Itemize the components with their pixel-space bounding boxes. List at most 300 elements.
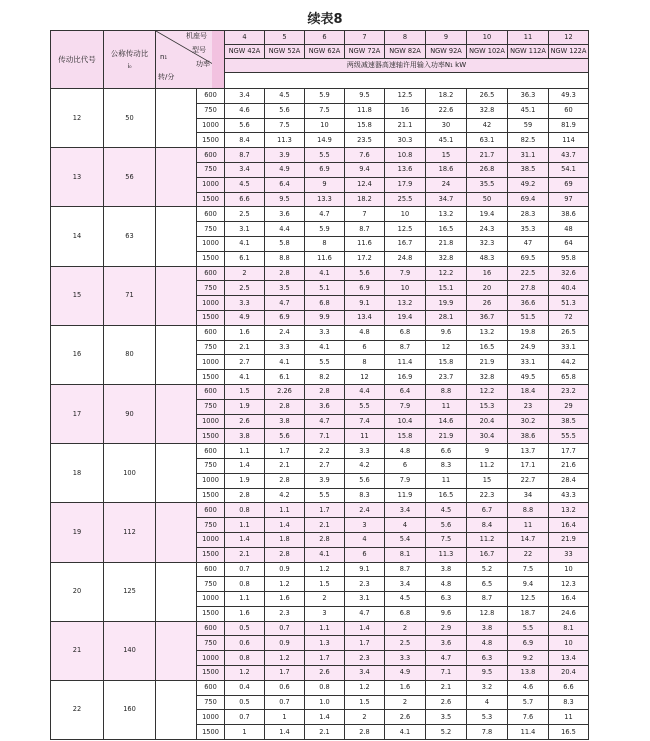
power-value-cell: 16.4 — [549, 592, 589, 607]
power-value-cell: 8.3 — [345, 488, 385, 503]
power-value-cell: 16.4 — [549, 518, 589, 533]
power-value-cell: 2.8 — [265, 266, 305, 281]
power-value-cell: 9.4 — [508, 577, 549, 592]
power-value-cell: 9.1 — [345, 296, 385, 311]
power-value-cell: 11 — [345, 429, 385, 444]
power-value-cell: 8.8 — [265, 251, 305, 266]
power-value-cell: 6 — [385, 458, 426, 473]
power-value-cell: 14.6 — [426, 414, 467, 429]
power-value-cell: 0.6 — [265, 680, 305, 695]
power-value-cell: 8.7 — [467, 592, 508, 607]
power-value-cell: 9.6 — [426, 325, 467, 340]
ratio-cell: 50 — [104, 89, 156, 148]
power-value-cell: 30.4 — [467, 429, 508, 444]
power-value-cell: 11.6 — [345, 236, 385, 251]
power-value-cell: 1.1 — [225, 592, 265, 607]
power-value-cell: 2 — [305, 592, 345, 607]
power-value-cell: 45.1 — [508, 103, 549, 118]
power-rating-table — [50, 30, 589, 740]
power-value-cell: 1.8 — [265, 532, 305, 547]
ratio-code-cell: 17 — [51, 384, 104, 443]
power-value-cell: 2.4 — [265, 325, 305, 340]
ratio-cell: 56 — [104, 148, 156, 207]
ratio-cell: 100 — [104, 444, 156, 503]
power-value-cell: 1.2 — [225, 666, 265, 681]
speed-symbol: n₁ — [160, 53, 168, 61]
power-value-cell: 6.4 — [385, 384, 426, 399]
power-value-cell: 1.6 — [385, 680, 426, 695]
power-value-cell: 0.8 — [225, 577, 265, 592]
power-value-cell: 20 — [467, 281, 508, 296]
speed-unit: 转/分 — [158, 73, 175, 81]
power-value-cell: 54.1 — [549, 162, 589, 177]
speed-cell: 750 — [197, 162, 225, 177]
power-value-cell: 3.3 — [225, 296, 265, 311]
power-value-cell: 11.3 — [426, 547, 467, 562]
power-value-cell: 49.3 — [549, 89, 589, 104]
power-value-cell: 32.6 — [549, 266, 589, 281]
seat-number: 11 — [508, 31, 549, 45]
power-value-cell: 6.9 — [265, 310, 305, 325]
speed-label-cell — [156, 148, 197, 207]
power-value-cell: 38.6 — [508, 429, 549, 444]
power-value-cell: 1 — [225, 725, 265, 740]
power-value-cell: 3 — [345, 518, 385, 533]
speed-cell: 750 — [197, 577, 225, 592]
ratio-header: 公称传动比 i₀ — [104, 31, 156, 89]
power-value-cell: 22.7 — [508, 473, 549, 488]
speed-label-cell — [156, 503, 197, 562]
power-value-cell: 29 — [549, 399, 589, 414]
seat-label: 机座号 — [186, 32, 207, 40]
power-value-cell: 24.9 — [508, 340, 549, 355]
power-value-cell: 11.8 — [345, 103, 385, 118]
power-value-cell: 7.9 — [385, 266, 426, 281]
power-value-cell: 13.4 — [345, 310, 385, 325]
power-value-cell: 11 — [426, 473, 467, 488]
power-value-cell: 0.6 — [225, 636, 265, 651]
power-value-cell: 9.2 — [508, 651, 549, 666]
power-value-cell: 72 — [549, 310, 589, 325]
power-value-cell: 26.5 — [549, 325, 589, 340]
power-value-cell: 4.4 — [345, 384, 385, 399]
power-value-cell: 3.8 — [426, 562, 467, 577]
power-value-cell: 7.9 — [385, 473, 426, 488]
power-value-cell: 1.4 — [225, 458, 265, 473]
power-value-cell: 7.5 — [265, 118, 305, 133]
table-row — [51, 503, 589, 518]
model-name: NGW 52A — [265, 45, 305, 59]
seat-number: 7 — [345, 31, 385, 45]
ratio-code-header: 传动比代号 — [51, 31, 104, 89]
power-value-cell: 5.5 — [305, 355, 345, 370]
power-value-cell: 5.9 — [305, 89, 345, 104]
power-value-cell: 11.2 — [467, 532, 508, 547]
power-value-cell: 2 — [385, 621, 426, 636]
speed-label-cell — [156, 680, 197, 739]
power-value-cell: 15.8 — [426, 355, 467, 370]
power-value-cell: 1.4 — [265, 725, 305, 740]
power-value-cell: 16.5 — [467, 340, 508, 355]
power-value-cell: 0.7 — [225, 562, 265, 577]
power-value-cell: 0.8 — [225, 503, 265, 518]
speed-cell: 1000 — [197, 355, 225, 370]
power-value-cell: 14.7 — [508, 532, 549, 547]
speed-label-cell — [156, 325, 197, 384]
speed-cell: 750 — [197, 222, 225, 237]
power-value-cell: 3.9 — [265, 148, 305, 163]
power-value-cell: 7.4 — [345, 414, 385, 429]
power-value-cell: 63.1 — [467, 133, 508, 148]
power-value-cell: 13.4 — [549, 651, 589, 666]
table-row — [51, 621, 589, 636]
power-value-cell: 2.7 — [305, 458, 345, 473]
power-value-cell: 69.4 — [508, 192, 549, 207]
power-value-cell: 16.5 — [549, 725, 589, 740]
power-value-cell: 65.8 — [549, 370, 589, 385]
power-value-cell: 28.1 — [426, 310, 467, 325]
table-row — [51, 680, 589, 695]
power-value-cell: 6.9 — [508, 636, 549, 651]
power-value-cell: 3.3 — [385, 651, 426, 666]
power-value-cell: 34.7 — [426, 192, 467, 207]
power-value-cell: 2.6 — [305, 666, 345, 681]
table-row — [51, 266, 589, 281]
power-value-cell: 10 — [385, 281, 426, 296]
power-value-cell: 18.2 — [426, 89, 467, 104]
power-value-cell: 7.6 — [508, 710, 549, 725]
power-value-cell: 17.7 — [549, 444, 589, 459]
power-value-cell: 1.7 — [265, 666, 305, 681]
table-row — [51, 325, 589, 340]
power-value-cell: 21.9 — [549, 532, 589, 547]
power-value-cell: 3.6 — [305, 399, 345, 414]
speed-cell: 1500 — [197, 488, 225, 503]
power-value-cell: 26.5 — [467, 89, 508, 104]
speed-cell: 750 — [197, 103, 225, 118]
label-strip — [212, 31, 224, 88]
speed-cell: 1000 — [197, 532, 225, 547]
power-value-cell: 20.4 — [467, 414, 508, 429]
power-value-cell: 9 — [305, 177, 345, 192]
power-value-cell: 4.8 — [426, 577, 467, 592]
power-value-cell: 18.2 — [345, 192, 385, 207]
power-value-cell: 8.7 — [385, 340, 426, 355]
power-value-cell: 4 — [345, 532, 385, 547]
speed-cell: 600 — [197, 680, 225, 695]
power-value-cell: 2.3 — [345, 577, 385, 592]
power-value-cell: 8.4 — [225, 133, 265, 148]
power-value-cell: 4.5 — [426, 503, 467, 518]
power-value-cell: 5.7 — [508, 695, 549, 710]
power-value-cell: 4.6 — [508, 680, 549, 695]
ratio-cell: 71 — [104, 266, 156, 325]
power-value-cell: 36.3 — [508, 89, 549, 104]
power-value-cell: 3.3 — [265, 340, 305, 355]
ratio-cell: 63 — [104, 207, 156, 266]
power-value-cell: 8.7 — [345, 222, 385, 237]
model-name: NGW 112A — [508, 45, 549, 59]
power-value-cell: 0.5 — [225, 695, 265, 710]
power-value-cell: 10 — [305, 118, 345, 133]
power-value-cell: 5.1 — [305, 281, 345, 296]
power-value-cell: 2.3 — [345, 651, 385, 666]
power-value-cell: 1.6 — [225, 325, 265, 340]
power-value-cell: 6.6 — [426, 444, 467, 459]
power-value-cell: 12 — [426, 340, 467, 355]
power-value-cell: 13.3 — [305, 192, 345, 207]
seat-number: 5 — [265, 31, 305, 45]
power-value-cell: 0.4 — [225, 680, 265, 695]
power-value-cell: 3.3 — [345, 444, 385, 459]
power-value-cell: 3.4 — [345, 666, 385, 681]
ratio-code-cell: 16 — [51, 325, 104, 384]
power-value-cell: 11.4 — [385, 355, 426, 370]
power-value-cell: 4.8 — [385, 444, 426, 459]
power-value-cell: 4.7 — [305, 207, 345, 222]
power-value-cell: 12.2 — [426, 266, 467, 281]
power-value-cell: 1.4 — [225, 532, 265, 547]
power-value-cell: 4.1 — [385, 725, 426, 740]
power-value-cell: 8.3 — [549, 695, 589, 710]
power-value-cell: 11 — [426, 399, 467, 414]
power-value-cell: 6.3 — [467, 651, 508, 666]
speed-cell: 600 — [197, 621, 225, 636]
power-value-cell: 3.4 — [225, 89, 265, 104]
power-value-cell: 28.4 — [549, 473, 589, 488]
speed-cell: 1500 — [197, 666, 225, 681]
power-value-cell: 7 — [345, 207, 385, 222]
speed-cell: 1000 — [197, 651, 225, 666]
power-value-cell: 23.2 — [549, 384, 589, 399]
power-value-cell: 9.5 — [265, 192, 305, 207]
power-value-cell: 9.5 — [345, 89, 385, 104]
power-value-cell: 21.9 — [467, 355, 508, 370]
speed-cell: 750 — [197, 399, 225, 414]
power-value-cell: 1.6 — [265, 592, 305, 607]
power-value-cell: 33 — [549, 547, 589, 562]
power-value-cell: 22.6 — [426, 103, 467, 118]
power-value-cell: 1.5 — [305, 577, 345, 592]
power-value-cell: 13.2 — [467, 325, 508, 340]
power-value-cell: 44.2 — [549, 355, 589, 370]
table-row — [51, 89, 589, 104]
speed-cell: 1000 — [197, 296, 225, 311]
power-value-cell: 15.8 — [345, 118, 385, 133]
power-value-cell: 3.5 — [265, 281, 305, 296]
power-value-cell: 43.7 — [549, 148, 589, 163]
power-value-cell: 30.3 — [385, 133, 426, 148]
power-value-cell: 19.4 — [385, 310, 426, 325]
power-value-cell: 4.6 — [225, 103, 265, 118]
power-value-cell: 16.7 — [467, 547, 508, 562]
model-label: 型号 — [192, 46, 206, 54]
power-value-cell: 6.5 — [467, 577, 508, 592]
power-value-cell: 3.8 — [225, 429, 265, 444]
power-value-cell: 51.5 — [508, 310, 549, 325]
power-value-cell: 5.6 — [265, 103, 305, 118]
header-diagonal-cell — [156, 31, 225, 89]
power-value-cell: 4.7 — [426, 651, 467, 666]
power-value-cell: 3.3 — [305, 325, 345, 340]
speed-cell: 1500 — [197, 606, 225, 621]
power-value-cell: 12.4 — [345, 177, 385, 192]
power-value-cell: 12.5 — [508, 592, 549, 607]
power-value-cell: 2.1 — [305, 518, 345, 533]
power-value-cell: 1.2 — [305, 562, 345, 577]
power-value-cell: 1.2 — [345, 680, 385, 695]
speed-cell: 600 — [197, 325, 225, 340]
power-value-cell: 6.8 — [385, 325, 426, 340]
model-name: NGW 62A — [305, 45, 345, 59]
power-value-cell: 16.7 — [385, 236, 426, 251]
power-value-cell: 2.6 — [225, 414, 265, 429]
power-value-cell: 19.4 — [467, 207, 508, 222]
power-value-cell: 43.3 — [549, 488, 589, 503]
power-value-cell: 59 — [508, 118, 549, 133]
power-value-cell: 9 — [467, 444, 508, 459]
power-value-cell: 2 — [225, 266, 265, 281]
seat-number: 6 — [305, 31, 345, 45]
power-value-cell: 5.3 — [467, 710, 508, 725]
ratio-code-cell: 20 — [51, 562, 104, 621]
power-value-cell: 8.8 — [426, 384, 467, 399]
power-value-cell: 3.1 — [225, 222, 265, 237]
speed-label-cell — [156, 207, 197, 266]
power-value-cell: 22.3 — [467, 488, 508, 503]
power-value-cell: 3.6 — [426, 636, 467, 651]
speed-cell: 1000 — [197, 236, 225, 251]
speed-cell: 600 — [197, 503, 225, 518]
power-value-cell: 0.5 — [225, 621, 265, 636]
speed-cell: 750 — [197, 518, 225, 533]
power-value-cell: 5.2 — [467, 562, 508, 577]
power-value-cell: 6.1 — [225, 251, 265, 266]
power-value-cell: 15 — [467, 473, 508, 488]
power-value-cell: 8.4 — [467, 518, 508, 533]
power-value-cell: 11 — [508, 518, 549, 533]
power-value-cell: 19.8 — [508, 325, 549, 340]
power-value-cell: 5.6 — [345, 266, 385, 281]
power-value-cell: 27.8 — [508, 281, 549, 296]
power-value-cell: 5.4 — [385, 532, 426, 547]
power-value-cell: 1.4 — [265, 518, 305, 533]
power-value-cell: 15.1 — [426, 281, 467, 296]
power-value-cell: 11.2 — [467, 458, 508, 473]
power-value-cell: 18.7 — [508, 606, 549, 621]
power-value-cell: 22 — [508, 547, 549, 562]
power-value-cell: 15.3 — [467, 399, 508, 414]
power-value-cell: 4.7 — [305, 414, 345, 429]
power-value-cell: 2.8 — [265, 547, 305, 562]
power-value-cell: 1.2 — [265, 651, 305, 666]
power-value-cell: 23.7 — [426, 370, 467, 385]
seat-number: 4 — [225, 31, 265, 45]
seat-number: 8 — [385, 31, 426, 45]
power-value-cell: 23.5 — [345, 133, 385, 148]
power-value-cell: 26 — [467, 296, 508, 311]
power-value-cell: 4.9 — [225, 310, 265, 325]
power-value-cell: 13.6 — [385, 162, 426, 177]
power-value-cell: 6.9 — [345, 281, 385, 296]
power-value-cell: 0.8 — [305, 680, 345, 695]
power-value-cell: 1.6 — [225, 606, 265, 621]
power-value-cell: 2.7 — [225, 355, 265, 370]
power-value-cell: 6 — [345, 340, 385, 355]
seat-number: 9 — [426, 31, 467, 45]
speed-cell: 1000 — [197, 592, 225, 607]
power-value-cell: 13.2 — [549, 503, 589, 518]
power-value-cell: 2.1 — [426, 680, 467, 695]
power-value-cell: 9.9 — [305, 310, 345, 325]
power-value-cell: 24.6 — [549, 606, 589, 621]
ratio-code-cell: 13 — [51, 148, 104, 207]
power-value-cell: 2.6 — [385, 710, 426, 725]
power-value-cell: 7.1 — [305, 429, 345, 444]
speed-cell: 600 — [197, 266, 225, 281]
ratio-code-cell: 18 — [51, 444, 104, 503]
power-value-cell: 49.5 — [508, 370, 549, 385]
power-value-cell: 5.6 — [265, 429, 305, 444]
power-value-cell: 1.2 — [265, 577, 305, 592]
speed-cell: 750 — [197, 340, 225, 355]
speed-cell: 1500 — [197, 370, 225, 385]
power-value-cell: 16 — [467, 266, 508, 281]
power-value-cell: 2.1 — [305, 725, 345, 740]
power-value-cell: 25.5 — [385, 192, 426, 207]
power-value-cell: 2.6 — [426, 695, 467, 710]
power-value-cell: 16 — [385, 103, 426, 118]
speed-label-cell — [156, 266, 197, 325]
power-value-cell: 1.5 — [225, 384, 265, 399]
power-value-cell: 17.2 — [345, 251, 385, 266]
power-value-cell: 3.1 — [345, 592, 385, 607]
power-value-cell: 95.8 — [549, 251, 589, 266]
power-value-cell: 4.8 — [467, 636, 508, 651]
ratio-code-cell: 19 — [51, 503, 104, 562]
power-value-cell: 4.1 — [305, 266, 345, 281]
ratio-code-cell: 14 — [51, 207, 104, 266]
power-value-cell: 60 — [549, 103, 589, 118]
power-value-cell: 11.9 — [385, 488, 426, 503]
power-value-cell: 4.5 — [225, 177, 265, 192]
speed-label-cell — [156, 384, 197, 443]
power-value-cell: 3.6 — [265, 207, 305, 222]
power-value-cell: 5.6 — [345, 473, 385, 488]
power-value-cell: 45.1 — [426, 133, 467, 148]
power-value-cell: 4.7 — [265, 296, 305, 311]
power-value-cell: 4.9 — [265, 162, 305, 177]
power-value-cell: 0.7 — [265, 621, 305, 636]
power-value-cell: 64 — [549, 236, 589, 251]
power-value-cell: 4.7 — [345, 606, 385, 621]
speed-cell: 600 — [197, 562, 225, 577]
power-value-cell: 2.4 — [345, 503, 385, 518]
power-value-cell: 35.3 — [508, 222, 549, 237]
power-value-cell: 10.8 — [385, 148, 426, 163]
power-value-cell: 3.2 — [467, 680, 508, 695]
power-value-cell: 11 — [549, 710, 589, 725]
power-value-cell: 1.1 — [225, 518, 265, 533]
power-value-cell: 10 — [549, 562, 589, 577]
header-spacer — [225, 73, 589, 89]
power-value-cell: 6.3 — [426, 592, 467, 607]
speed-cell: 600 — [197, 384, 225, 399]
power-value-cell: 28.3 — [508, 207, 549, 222]
power-value-cell: 1.7 — [345, 636, 385, 651]
power-value-cell: 6.8 — [305, 296, 345, 311]
power-value-cell: 42 — [467, 118, 508, 133]
